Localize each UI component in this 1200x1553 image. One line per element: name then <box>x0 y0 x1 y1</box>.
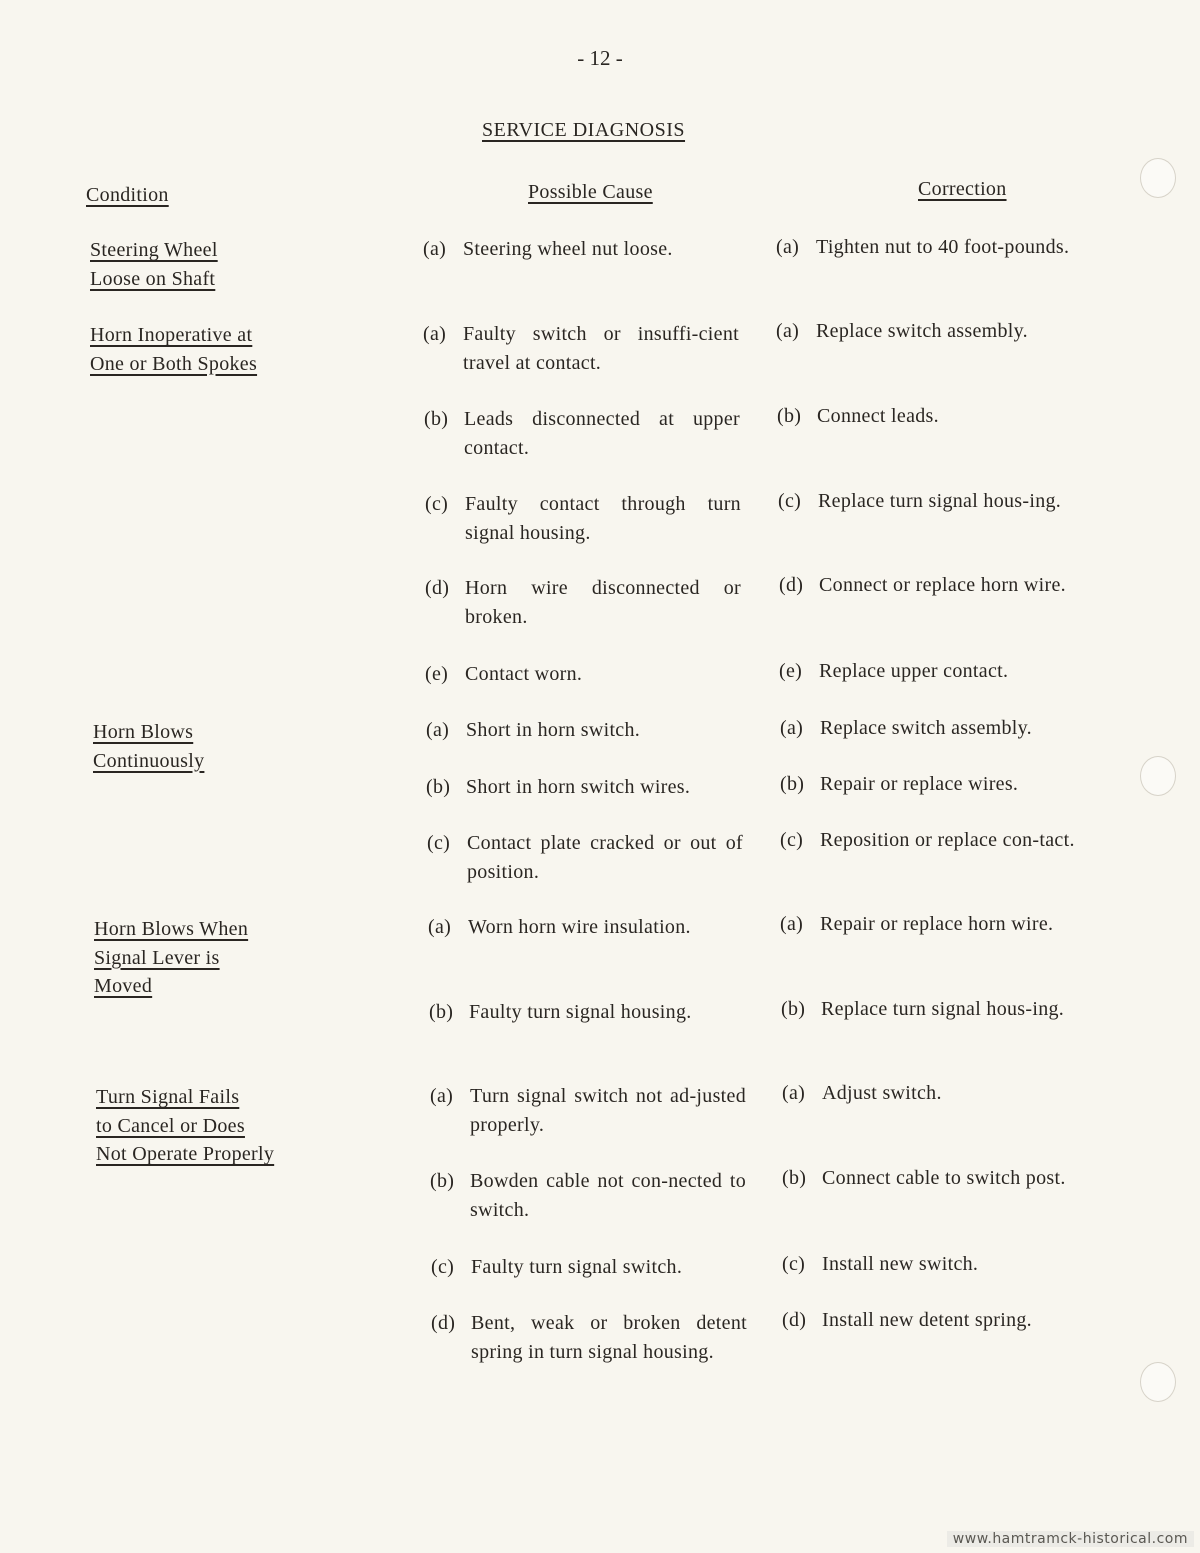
item-label: (b) <box>777 405 802 427</box>
item-label: (c) <box>782 1253 806 1275</box>
condition-line: Horn Blows When <box>94 918 249 940</box>
item-label: (a) <box>426 719 450 741</box>
correction-text: Replace turn signal hous-ing. <box>818 490 1062 512</box>
item-label: (d) <box>779 574 804 596</box>
page-title: SERVICE DIAGNOSIS <box>482 119 686 141</box>
correction-text: Replace upper contact. <box>819 660 1009 682</box>
correction-text: Repair or replace wires. <box>820 773 1019 795</box>
condition-line: Continuously <box>93 749 205 772</box>
correction-text: Repair or replace horn wire. <box>820 913 1054 935</box>
binder-hole <box>1140 1362 1176 1402</box>
condition-line: Moved <box>94 975 153 997</box>
item-label: (a) <box>780 913 804 935</box>
condition-steering-wheel-loose <box>90 236 218 293</box>
correction-text: Tighten nut to 40 foot-pounds. <box>816 236 1070 258</box>
item-label: (a) <box>428 916 452 938</box>
condition-line: Horn Inoperative at <box>90 324 253 346</box>
condition-horn-blows-continuously <box>93 718 204 775</box>
item-label: (a) <box>782 1082 806 1104</box>
condition-line: to Cancel or Does <box>96 1114 245 1137</box>
column-header-condition: Condition <box>86 184 169 206</box>
correction-text: Reposition or replace con-tact. <box>820 829 1075 851</box>
binder-hole <box>1140 158 1176 198</box>
cause-text: Horn wire disconnected or broken. <box>465 577 741 628</box>
condition-horn-blows-signal-lever <box>94 915 248 1001</box>
correction-text: Install new switch. <box>822 1253 979 1275</box>
item-label: (b) <box>430 1170 455 1192</box>
cause-text: Contact plate cracked or out of position. <box>467 832 743 883</box>
cause-text: Worn horn wire insulation. <box>468 916 691 938</box>
item-label: (b) <box>780 773 805 795</box>
correction-text: Replace switch assembly. <box>820 717 1032 739</box>
item-label: (b) <box>429 1001 454 1023</box>
item-label: (b) <box>781 998 806 1020</box>
item-label: (d) <box>782 1309 807 1331</box>
item-label: (c) <box>780 829 804 851</box>
cause-text: Short in horn switch wires. <box>466 776 691 798</box>
correction-text: Connect or replace horn wire. <box>819 574 1066 596</box>
condition-line: Loose on Shaft <box>90 267 216 290</box>
item-label: (a) <box>423 323 447 345</box>
condition-line: Signal Lever is <box>94 946 220 969</box>
item-label: (c) <box>427 832 451 854</box>
condition-horn-inoperative <box>90 321 257 378</box>
item-label: (a) <box>780 717 804 739</box>
cause-text: Faulty contact through turn signal housing. <box>465 493 741 544</box>
correction-text: Connect leads. <box>817 405 939 427</box>
cause-text: Turn signal switch not ad-justed properly. <box>470 1085 746 1136</box>
condition-turn-signal-fails <box>96 1083 274 1169</box>
correction-text: Adjust switch. <box>822 1082 942 1104</box>
column-header-correction: Correction <box>918 178 1007 200</box>
condition-line: Horn Blows <box>93 721 194 743</box>
item-label: (c) <box>425 493 449 515</box>
column-header-cause: Possible Cause <box>528 181 653 203</box>
correction-text: Replace switch assembly. <box>816 320 1028 342</box>
cause-text: Bent, weak or broken detent spring in turn signal housing. <box>471 1312 747 1363</box>
condition-line: One or Both Spokes <box>90 352 258 375</box>
cause-text: Faulty turn signal switch. <box>471 1256 683 1278</box>
condition-line: Steering Wheel <box>90 239 218 261</box>
cause-text: Bowden cable not con-nected to switch. <box>470 1170 746 1221</box>
item-label: (d) <box>425 577 450 599</box>
correction-text: Install new detent spring. <box>822 1309 1032 1331</box>
cause-text: Leads disconnected at upper contact. <box>464 408 740 459</box>
item-label: (c) <box>431 1256 455 1278</box>
cause-text: Steering wheel nut loose. <box>463 238 673 260</box>
item-label: (d) <box>431 1312 456 1334</box>
item-label: (c) <box>778 490 802 512</box>
cause-text: Faulty turn signal housing. <box>469 1001 692 1023</box>
condition-line: Not Operate Properly <box>96 1143 275 1165</box>
page-number: - 12 - <box>577 46 623 70</box>
binder-hole <box>1140 756 1176 796</box>
item-label: (e) <box>779 660 803 682</box>
cause-text: Short in horn switch. <box>466 719 641 741</box>
item-label: (b) <box>782 1167 807 1189</box>
cause-text: Faulty switch or insuffi-cient travel at contact. <box>463 323 739 374</box>
item-label: (a) <box>776 320 800 342</box>
correction-text: Replace turn signal hous-ing. <box>821 998 1065 1020</box>
item-label: (a) <box>430 1085 454 1107</box>
cause-text: Contact worn. <box>465 663 583 685</box>
item-label: (e) <box>425 663 449 685</box>
item-label: (a) <box>423 238 447 260</box>
item-label: (b) <box>424 408 449 430</box>
condition-line: Turn Signal Fails <box>96 1086 240 1108</box>
item-label: (a) <box>776 236 800 258</box>
correction-text: Connect cable to switch post. <box>822 1167 1066 1189</box>
watermark: www.hamtramck-historical.com <box>947 1531 1194 1547</box>
item-label: (b) <box>426 776 451 798</box>
